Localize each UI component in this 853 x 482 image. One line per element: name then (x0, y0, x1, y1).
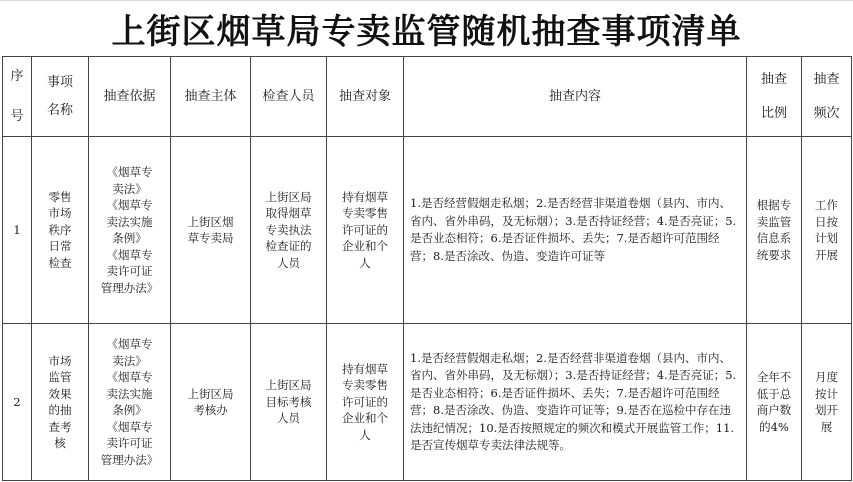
page-title: 上街区烟草局专卖监管随机抽查事项清单 (111, 11, 742, 52)
target-line: 持有烟草 (342, 189, 388, 204)
header-item-name (32, 57, 89, 137)
target-line: 人 (359, 255, 371, 270)
inspector-line: 人员 (277, 411, 300, 426)
item-name-line: 效果 (48, 386, 72, 401)
item-name-line: 日常 (48, 239, 72, 254)
target-line: 专卖零售 (342, 206, 388, 221)
ratio-line: 卖监管 (756, 214, 792, 229)
basis-line: 卖许可证 (106, 264, 153, 278)
frequency-cell (802, 137, 852, 324)
ratio-line: 的4% (759, 419, 789, 434)
inspector-line: 上街区局 (265, 189, 312, 204)
basis-line: 卖许可证 (106, 436, 153, 450)
basis-line: 卖法实施 (106, 214, 153, 229)
frequency-line: 划开 (815, 403, 838, 417)
basis-line: 《烟草专 (106, 419, 153, 434)
table-row (3, 137, 852, 324)
basis-cell (89, 137, 171, 324)
subject-line: 上街区局 (187, 386, 234, 401)
header-subject: 抽查主体 (171, 57, 251, 137)
target-line: 企业和个 (342, 239, 388, 254)
target-line: 人 (359, 427, 371, 442)
basis-line: 管理办法》 (100, 280, 159, 295)
subject-line: 上街区烟 (187, 214, 234, 229)
header-no (3, 57, 32, 137)
target-line: 企业和个 (342, 411, 388, 426)
basis-line: 卖法》 (112, 181, 147, 196)
header-ratio-line: 比例 (760, 105, 787, 121)
target-line: 许可证的 (342, 394, 388, 409)
row-number: 1 (3, 137, 32, 324)
inspector-line: 检查证的 (265, 239, 312, 254)
ratio-line: 根据专 (756, 198, 792, 212)
header-basis: 抽查依据 (89, 57, 171, 137)
header-frequency (802, 57, 852, 137)
ratio-cell (747, 324, 802, 481)
item-name-line: 的抽 (48, 403, 72, 417)
header-freq-line: 频次 (813, 105, 840, 121)
table-row (3, 324, 852, 481)
basis-line: 条例》 (112, 231, 147, 245)
item-name-line: 监管 (48, 370, 72, 384)
header-content: 抽查内容 (404, 57, 747, 137)
ratio-line: 商户数 (756, 403, 792, 417)
basis-line: 条例》 (112, 403, 147, 417)
content-cell: 1.是否经营假烟走私烟；2.是否经营非渠道卷烟（县内、市内、省内、省外串码，及无标烟）；3.是否持证经营；4.是否亮证；5.是否业态相符；6.是否证件损坏、丢失；7.是否超许可范围经营；8.是否涂改、伪造、变造许可证等；9.是否在巡检中存在违法违纪情况；10.是否按照规定的频次和模式开展监管工作；11.是否宣传烟草专卖法律法规等。 (404, 324, 747, 481)
subject-line: 草专卖局 (187, 231, 234, 245)
target-line: 持有烟草 (342, 361, 388, 376)
frequency-line: 按计 (815, 386, 838, 401)
basis-line: 《烟草专 (106, 370, 153, 384)
inspector-line: 取得烟草 (265, 206, 312, 221)
ratio-cell (747, 137, 802, 324)
inspector-line: 上街区局 (265, 378, 312, 393)
ratio-line: 低于总 (756, 386, 792, 401)
inspector-line: 人员 (277, 255, 300, 270)
item-name-line: 检查 (48, 255, 72, 270)
target-cell (327, 324, 404, 481)
frequency-line: 展 (820, 419, 833, 434)
item-name-line: 查考 (48, 419, 72, 434)
subject-cell (171, 324, 251, 481)
basis-line: 管理办法》 (100, 452, 159, 467)
frequency-line: 工作 (815, 198, 838, 212)
header-freq-line: 抽查 (813, 71, 840, 87)
inspection-table (2, 56, 852, 481)
header-target: 抽查对象 (327, 57, 404, 137)
target-line: 专卖零售 (342, 378, 388, 393)
item-name-line: 市场 (48, 206, 72, 221)
frequency-cell (802, 324, 852, 481)
item-name-cell (32, 137, 89, 324)
subject-line: 考核办 (193, 403, 228, 417)
target-line: 许可证的 (342, 222, 388, 237)
row-number: 2 (3, 324, 32, 481)
basis-line: 《烟草专 (106, 247, 153, 262)
ratio-line: 全年不 (756, 370, 792, 384)
item-name-line: 市场 (48, 353, 72, 368)
header-item-line: 名称 (46, 102, 73, 118)
target-cell (327, 137, 404, 324)
item-name-line: 零售 (48, 189, 72, 204)
basis-cell (89, 324, 171, 481)
header-ratio (747, 57, 802, 137)
basis-line: 卖法实施 (106, 386, 153, 401)
frequency-line: 月度 (815, 370, 838, 384)
item-name-cell (32, 324, 89, 481)
inspector-line: 专卖执法 (265, 222, 312, 237)
basis-line: 《烟草专 (106, 337, 153, 351)
item-name-line: 核 (54, 436, 66, 450)
frequency-line: 计划 (815, 231, 838, 245)
header-inspector: 检查人员 (251, 57, 327, 137)
inspector-line: 目标考核 (265, 394, 312, 409)
header-no-line: 号 (10, 108, 24, 124)
inspector-cell (251, 137, 327, 324)
basis-line: 《烟草专 (106, 165, 153, 179)
inspector-cell (251, 324, 327, 481)
subject-cell (171, 137, 251, 324)
header-no-line: 序 (10, 68, 24, 84)
item-name-line: 秩序 (48, 222, 72, 237)
header-ratio-line: 抽查 (760, 71, 787, 87)
ratio-line: 信息系 (756, 231, 792, 245)
frequency-line: 开展 (815, 247, 838, 262)
frequency-line: 日按 (815, 214, 838, 229)
basis-line: 《烟草专 (106, 198, 153, 212)
header-item-line: 事项 (46, 74, 73, 90)
header-row (3, 57, 852, 137)
content-cell: 1.是否经营假烟走私烟；2.是否经营非渠道卷烟（县内、市内、省内、省外串码，及无标烟）；3.是否持证经营；4.是否亮证；5.是否业态相符；6.是否证件损坏、丢失；7.是否超许可范围经营；8.是否涂改、伪造、变造许可证等 (404, 137, 747, 324)
ratio-line: 统要求 (756, 247, 792, 262)
basis-line: 卖法》 (112, 353, 147, 368)
